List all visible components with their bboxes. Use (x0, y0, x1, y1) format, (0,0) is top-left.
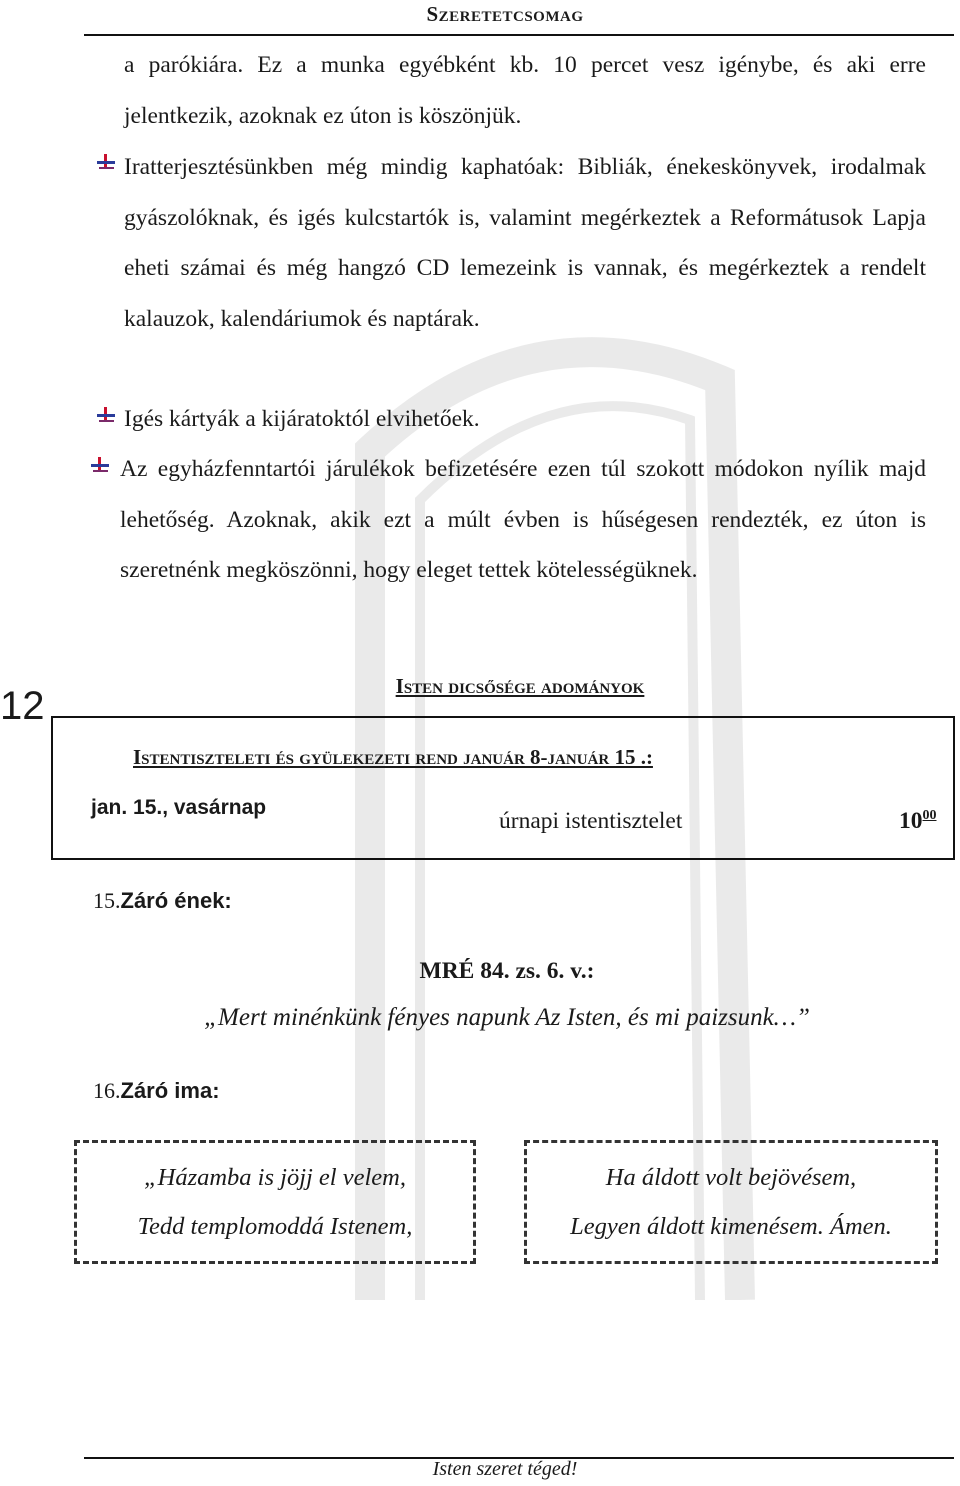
bullet-icon (97, 154, 115, 170)
hymn-reference: MRÉ 84. zs. 6. v.: (419, 958, 595, 984)
paragraph-egyhazfenntartas: Az egyházfenntartói járulékok befizetésére ezen túl szokott módokon nyílik majd lehetőség. Azoknak, akik ezt a múlt évben is hűségesen rendezték, ez úton is szeretnénk megköszönni, hogy eleget tettek kötelességüknek. (120, 456, 926, 583)
bullet-icon (97, 407, 115, 423)
step-label: Záró ima: (120, 1078, 220, 1103)
prayer-box-left (74, 1140, 476, 1264)
service-time-hour: 10 (899, 808, 923, 834)
prayer-line: Tedd templomoddá Istenem, (137, 1213, 413, 1240)
service-order-box (51, 716, 955, 860)
prayer-box-right (524, 1140, 938, 1264)
step-closing-prayer (93, 1078, 220, 1104)
paragraph-parokia: a parókiára. Ez a munka egyébként kb. 10 percet vesz igénybe, és aki erre jelentkezik, azoknak ez úton is köszönjük. (124, 52, 926, 129)
prayer-line: Legyen áldott kimenésem. Ámen. (570, 1213, 892, 1240)
service-description: úrnapi istentisztelet (499, 808, 683, 834)
header-rule (84, 34, 954, 36)
step-closing-hymn (93, 888, 232, 914)
section-title: Isten dicsősége adományok (395, 674, 645, 698)
step-label: Záró ének: (120, 888, 232, 913)
page-footer-text: Isten szeret téged! (432, 1458, 578, 1480)
paragraph-iratterjesztes: Iratterjesztésünkben még mindig kaphatóak: Bibliák, énekeskönyvek, irodalmak gyászolóknak, és igés kulcstartók is, valamint megérkeztek a Reformátusok Lapja eheti számai és még hangzó CD lemezeink is vannak, és megérkeztek a rendelt kalauzok, kalendáriumok és naptárak. (124, 154, 926, 332)
prayer-line: Ha áldott volt bejövésem, (605, 1164, 857, 1191)
step-number: 16. (93, 1078, 121, 1103)
hymn-quote: „Mert minénkünk fényes napunk Az Isten, és mi paizsunk…” (204, 1004, 810, 1031)
paragraph-iges-kartyak: Igés kártyák a kijáratoktól elvihetőek. (124, 406, 480, 432)
step-number: 15. (93, 888, 121, 913)
bullet-icon (91, 457, 109, 473)
service-day: jan. 15., vasárnap (91, 796, 267, 819)
page-header-title: Szeretetcsomag (426, 2, 584, 26)
service-time-minute: 00 (922, 808, 937, 824)
page-number: 12 (0, 684, 45, 728)
service-time (899, 808, 937, 835)
prayer-line: „Házamba is jöjj el velem, (144, 1164, 406, 1191)
service-order-title: Istentiszteleti és gyülekezeti rend január 8-január 15 .: (133, 745, 653, 769)
